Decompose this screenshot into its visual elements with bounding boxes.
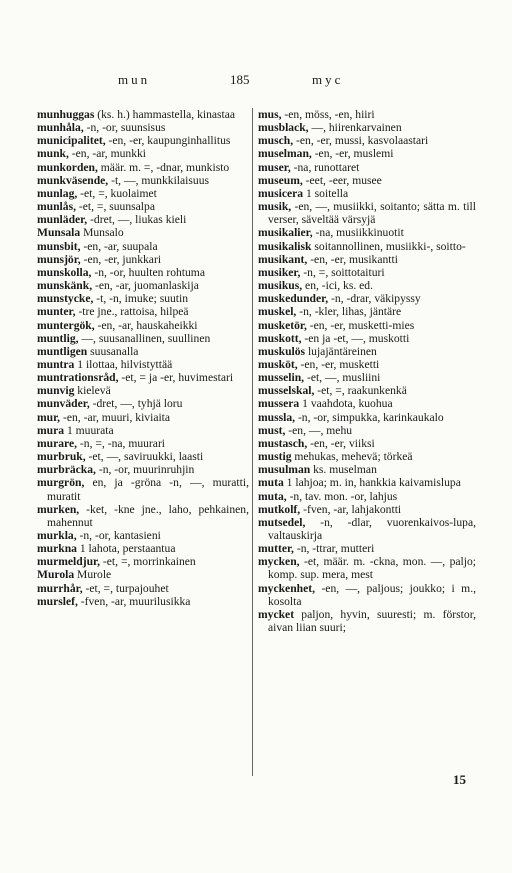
dictionary-entry — [258, 305, 476, 318]
entry-definition: -en, -er, junkkari — [80, 252, 162, 266]
entry-headword: musch, — [258, 134, 294, 148]
entry-headword: muntergök, — [37, 318, 95, 332]
dictionary-entry — [258, 542, 476, 555]
left-column — [37, 108, 249, 608]
entry-definition: -en, -er, muslemi — [311, 147, 394, 161]
entry-definition: -en, —, musiikki, soitanto; sätta m. till verser, säveltää värsyjä — [268, 200, 476, 227]
entry-definition: -n, -or, muurinruhjin — [95, 463, 195, 477]
page-header — [0, 72, 512, 92]
entry-definition: -dret, —, tyhjä loru — [89, 397, 183, 411]
dictionary-entry — [37, 200, 249, 213]
entry-headword: musköt, — [258, 357, 298, 371]
entry-headword: munhåla, — [37, 121, 84, 135]
dictionary-entry — [37, 476, 249, 502]
dictionary-entry — [37, 503, 249, 529]
entry-definition: -en, —, mehu — [285, 423, 353, 437]
entry-definition: -et, =, morrinkainen — [100, 555, 196, 569]
dictionary-entry — [37, 358, 249, 371]
dictionary-entry — [258, 450, 476, 463]
dictionary-entry — [258, 345, 476, 358]
dictionary-entry — [258, 121, 476, 134]
entry-headword: musketör, — [258, 318, 307, 332]
header-guide-right: myc — [312, 72, 344, 87]
entry-definition: -dret, —, liukas kieli — [87, 213, 187, 227]
entry-definition: 1 vaahdota, kuohua — [299, 397, 393, 411]
entry-definition: 1 soitella — [303, 186, 349, 200]
entry-definition: -n, -kler, lihas, jäntäre — [296, 305, 402, 319]
dictionary-entry — [37, 121, 249, 134]
dictionary-entry — [258, 147, 476, 160]
entry-definition: 1 ilottaa, hilvistyttää — [74, 357, 173, 371]
dictionary-entry — [37, 292, 249, 305]
header-page-number: 185 — [230, 72, 250, 87]
entry-definition: -ket, -kne jne., laho, pehkainen, mahennut — [47, 502, 249, 529]
entry-definition: -na, runottaret — [290, 160, 360, 174]
entry-definition: -et, =, raakunkenkä — [314, 384, 407, 398]
entry-headword: munvig — [37, 384, 75, 398]
entry-headword: muntlig, — [37, 331, 79, 345]
entry-definition: -en ja -et, —, muskotti — [301, 331, 410, 345]
entry-definition: -n, =, -na, muurari — [77, 436, 166, 450]
entry-definition: -fven, -ar, muurilusikka — [77, 594, 191, 608]
entry-headword: murslef, — [37, 594, 78, 608]
dictionary-entry — [37, 266, 249, 279]
dictionary-entry — [258, 608, 476, 634]
entry-headword: musik, — [258, 200, 292, 214]
entry-definition: -t, —, munkkilaisuus — [108, 173, 210, 187]
entry-definition: Murole — [74, 568, 112, 582]
column-divider — [252, 108, 253, 776]
dictionary-entry — [258, 384, 476, 397]
entry-headword: mur, — [37, 410, 61, 424]
entry-definition: -en, -er, mussi, kasvolaastari — [293, 134, 429, 148]
entry-definition: -en, -er, kaupunginhallitus — [105, 134, 231, 148]
dictionary-entry — [258, 516, 476, 542]
entry-definition: -n, -or, huulten rohtuma — [91, 265, 205, 279]
dictionary-entry — [37, 437, 249, 450]
entry-headword: munskänk, — [37, 279, 93, 293]
dictionary-entry — [258, 490, 476, 503]
entry-definition: —, hiirenkarvainen — [308, 121, 402, 135]
dictionary-entry — [258, 134, 476, 147]
entry-headword: muskel, — [258, 305, 297, 319]
entry-headword: mycket — [258, 607, 295, 621]
dictionary-entry — [37, 345, 249, 358]
entry-headword: musicera — [258, 186, 304, 200]
dictionary-entry — [258, 240, 476, 253]
entry-headword: murbruk, — [37, 450, 86, 464]
entry-definition: -en, -ar, juomanlaskija — [92, 279, 199, 293]
entry-headword: mus, — [258, 108, 282, 121]
entry-headword: muskulös — [258, 344, 306, 358]
entry-definition: en, -ici, ks. ed. — [302, 279, 373, 293]
entry-headword: mussera — [258, 397, 300, 411]
entry-headword: muntra — [37, 357, 75, 371]
entry-headword: muskedunder, — [258, 292, 329, 306]
entry-headword: musselskal, — [258, 384, 315, 398]
entry-definition: -et, =, suunsalpa — [75, 200, 155, 214]
entry-headword: muta — [258, 476, 284, 490]
dictionary-entry — [258, 174, 476, 187]
entry-headword: munläder, — [37, 213, 88, 227]
dictionary-entry — [37, 147, 249, 160]
entry-headword: musblack, — [258, 121, 309, 135]
dictionary-entry — [258, 424, 476, 437]
entry-headword: musulman — [258, 463, 311, 477]
dictionary-entry — [37, 582, 249, 595]
dictionary-entry — [258, 582, 476, 608]
entry-definition: -n, -or, kantasieni — [76, 529, 161, 542]
entry-definition: lujajäntäreinen — [305, 344, 377, 358]
entry-headword: murkna — [37, 542, 77, 556]
entry-definition: paljon, hyvin, suuresti; m. förstor, aivan liian suuri; — [268, 607, 476, 635]
dictionary-entry — [37, 174, 249, 187]
entry-headword: mustasch, — [258, 436, 308, 450]
entry-definition: -en, -er, musikantti — [307, 252, 398, 266]
entry-definition: —, suusanallinen, suullinen — [78, 331, 211, 345]
entry-definition: -n, -ttrar, mutteri — [293, 542, 375, 556]
dictionary-entry — [258, 555, 476, 581]
entry-headword: musikus, — [258, 279, 303, 293]
entry-headword: munkorden, — [37, 160, 98, 174]
entry-definition: ks. muselman — [310, 463, 377, 477]
dictionary-entry — [37, 424, 249, 437]
entry-definition: -n, -dlar, vuorenkaivos-lupa, valtauskirja — [268, 515, 476, 542]
right-column — [258, 108, 476, 634]
dictionary-entry — [37, 595, 249, 608]
entry-definition: -na, musiikkinuotit — [312, 226, 404, 240]
entry-definition: -en, —, paljous; joukko; i m., kosolta — [268, 581, 476, 608]
entry-headword: munter, — [37, 305, 76, 319]
dictionary-entry — [258, 292, 476, 305]
dictionary-entry — [258, 266, 476, 279]
entry-headword: muselman, — [258, 147, 312, 161]
entry-definition: 1 lahota, perstaantua — [76, 542, 176, 556]
dictionary-entry — [37, 568, 249, 581]
entry-definition: -et, = ja -er, huvimestari — [118, 371, 234, 385]
entry-headword: munstycke, — [37, 292, 94, 306]
entry-definition: -n, -or, simpukka, karinkaukalo — [295, 410, 444, 424]
entry-headword: murmeldjur, — [37, 555, 101, 569]
entry-headword: musiker, — [258, 265, 301, 279]
entry-definition: soitannollinen, musiikki-, soitto- — [311, 239, 466, 253]
entry-definition: -n, -or, suunsisus — [83, 121, 166, 135]
entry-headword: munskolla, — [37, 265, 92, 279]
entry-definition: -eet, -eer, musee — [302, 173, 382, 187]
dictionary-entry — [258, 463, 476, 476]
entry-definition: -en, -ar, hauskaheikki — [94, 318, 198, 332]
dictionary-entry — [37, 253, 249, 266]
entry-headword: munväder, — [37, 397, 90, 411]
dictionary-entry — [37, 397, 249, 410]
entry-headword: mustig — [258, 450, 292, 464]
entry-definition: -n, =, soittotaituri — [300, 265, 385, 279]
entry-headword: myckenhet, — [258, 581, 315, 595]
dictionary-entry — [258, 476, 476, 489]
entry-headword: munkväsende, — [37, 173, 109, 187]
entry-headword: Murola — [37, 568, 75, 582]
dictionary-entry — [37, 555, 249, 568]
entry-definition: -et, —, musliini — [304, 371, 381, 385]
dictionary-entry — [37, 332, 249, 345]
entry-definition: -en, -ar, munkki — [68, 147, 147, 161]
entry-definition: 1 muurata — [64, 423, 114, 437]
entry-headword: musselin, — [258, 371, 305, 385]
dictionary-entry — [37, 319, 249, 332]
entry-definition: -en, -er, viiksi — [307, 436, 375, 450]
entry-headword: museum, — [258, 173, 303, 187]
entry-headword: munsbit, — [37, 239, 81, 253]
entry-headword: musikalisk — [258, 239, 312, 253]
entry-definition: -en, möss, -en, hiiri — [281, 108, 375, 121]
dictionary-entry — [37, 384, 249, 397]
entry-definition: (ks. h.) hammastella, kinastaa — [94, 108, 236, 121]
dictionary-entry — [37, 450, 249, 463]
entry-definition: -fven, -ar, lahjakontti — [300, 502, 402, 516]
entry-headword: muntrationsråd, — [37, 371, 119, 385]
entry-definition: -en, -ar, suupala — [80, 239, 158, 253]
entry-headword: muser, — [258, 160, 291, 174]
entry-definition: -n, -drar, väkipyssy — [328, 292, 421, 306]
entry-headword: munsjör, — [37, 252, 81, 266]
entry-headword: mutter, — [258, 542, 294, 556]
entry-definition: 1 lahjoa; m. in, hankkia kaivamislupa — [283, 476, 461, 490]
entry-headword: mura — [37, 423, 65, 437]
dictionary-entry — [37, 134, 249, 147]
dictionary-entry — [258, 187, 476, 200]
entry-headword: mutsedel, — [258, 515, 306, 529]
entry-headword: murare, — [37, 436, 78, 450]
entry-headword: murkla, — [37, 529, 77, 542]
dictionary-entry — [258, 503, 476, 516]
entry-headword: muta, — [258, 489, 287, 503]
entry-headword: must, — [258, 423, 286, 437]
dictionary-entry — [37, 371, 249, 384]
entry-definition: -et, =, kuolaimet — [77, 186, 157, 200]
dictionary-entry — [37, 463, 249, 476]
entry-headword: musikant, — [258, 252, 308, 266]
entry-definition: en, ja -gröna -n, —, muratti, muratit — [47, 476, 249, 503]
entry-headword: murgrön, — [37, 476, 85, 490]
entry-definition: -et, määr. m. -ckna, mon. —, paljo; komp. sup. mera, mest — [268, 555, 476, 582]
dictionary-entry — [37, 529, 249, 542]
entry-definition: -et, —, saviruukki, laasti — [85, 450, 204, 464]
entry-definition: Munsalo — [80, 226, 124, 240]
dictionary-entry — [37, 279, 249, 292]
entry-headword: mycken, — [258, 555, 300, 569]
entry-definition: -tre jne., rattoisa, hilpeä — [75, 305, 189, 319]
dictionary-entry — [258, 253, 476, 266]
footer-page-number: 15 — [453, 772, 466, 787]
dictionary-entry — [37, 213, 249, 226]
dictionary-entry — [37, 240, 249, 253]
dictionary-entry — [258, 437, 476, 450]
dictionary-entry — [258, 358, 476, 371]
entry-definition: -en, -ar, muuri, kiviaita — [60, 410, 171, 424]
entry-definition: -t, -n, imuke; suutin — [93, 292, 189, 306]
entry-headword: Munsala — [37, 226, 81, 240]
dictionary-entry — [258, 161, 476, 174]
dictionary-entry — [258, 319, 476, 332]
entry-definition: -en, -er, musketti — [297, 357, 380, 371]
dictionary-entry — [37, 411, 249, 424]
entry-headword: murbräcka, — [37, 463, 96, 477]
dictionary-entry — [258, 226, 476, 239]
dictionary-entry — [258, 411, 476, 424]
dictionary-entry — [37, 108, 249, 121]
entry-headword: murrhår, — [37, 581, 83, 595]
entry-headword: munlås, — [37, 200, 76, 214]
entry-headword: municipalitet, — [37, 134, 106, 148]
dictionary-entry — [37, 226, 249, 239]
dictionary-entry — [258, 371, 476, 384]
dictionary-entry — [37, 542, 249, 555]
entry-headword: munhuggas — [37, 108, 95, 121]
entry-headword: mussla, — [258, 410, 296, 424]
entry-definition: kielevä — [74, 384, 111, 398]
dictionary-entry — [37, 187, 249, 200]
entry-headword: mutkolf, — [258, 502, 301, 516]
entry-definition: suusanalla — [87, 344, 139, 358]
dictionary-entry — [37, 161, 249, 174]
dictionary-entry — [258, 200, 476, 226]
entry-definition: -et, =, turpajouhet — [82, 581, 169, 595]
dictionary-entry — [258, 279, 476, 292]
entry-headword: murken, — [37, 502, 80, 516]
entry-definition: -n, tav. mon. -or, lahjus — [286, 489, 398, 503]
entry-definition: mehukas, mehevä; törkeä — [291, 450, 413, 464]
dictionary-entry — [37, 305, 249, 318]
entry-headword: munlag, — [37, 186, 78, 200]
entry-definition: määr. m. =, -dnar, munkisto — [97, 160, 230, 174]
entry-headword: munk, — [37, 147, 69, 161]
dictionary-entry — [258, 397, 476, 410]
entry-headword: muskott, — [258, 331, 302, 345]
entry-headword: musikalier, — [258, 226, 313, 240]
header-guide-left: mun — [118, 72, 151, 87]
dictionary-entry — [258, 332, 476, 345]
entry-definition: -en, -er, musketti-mies — [306, 318, 415, 332]
dictionary-entry — [258, 108, 476, 121]
entry-headword: muntligen — [37, 344, 88, 358]
